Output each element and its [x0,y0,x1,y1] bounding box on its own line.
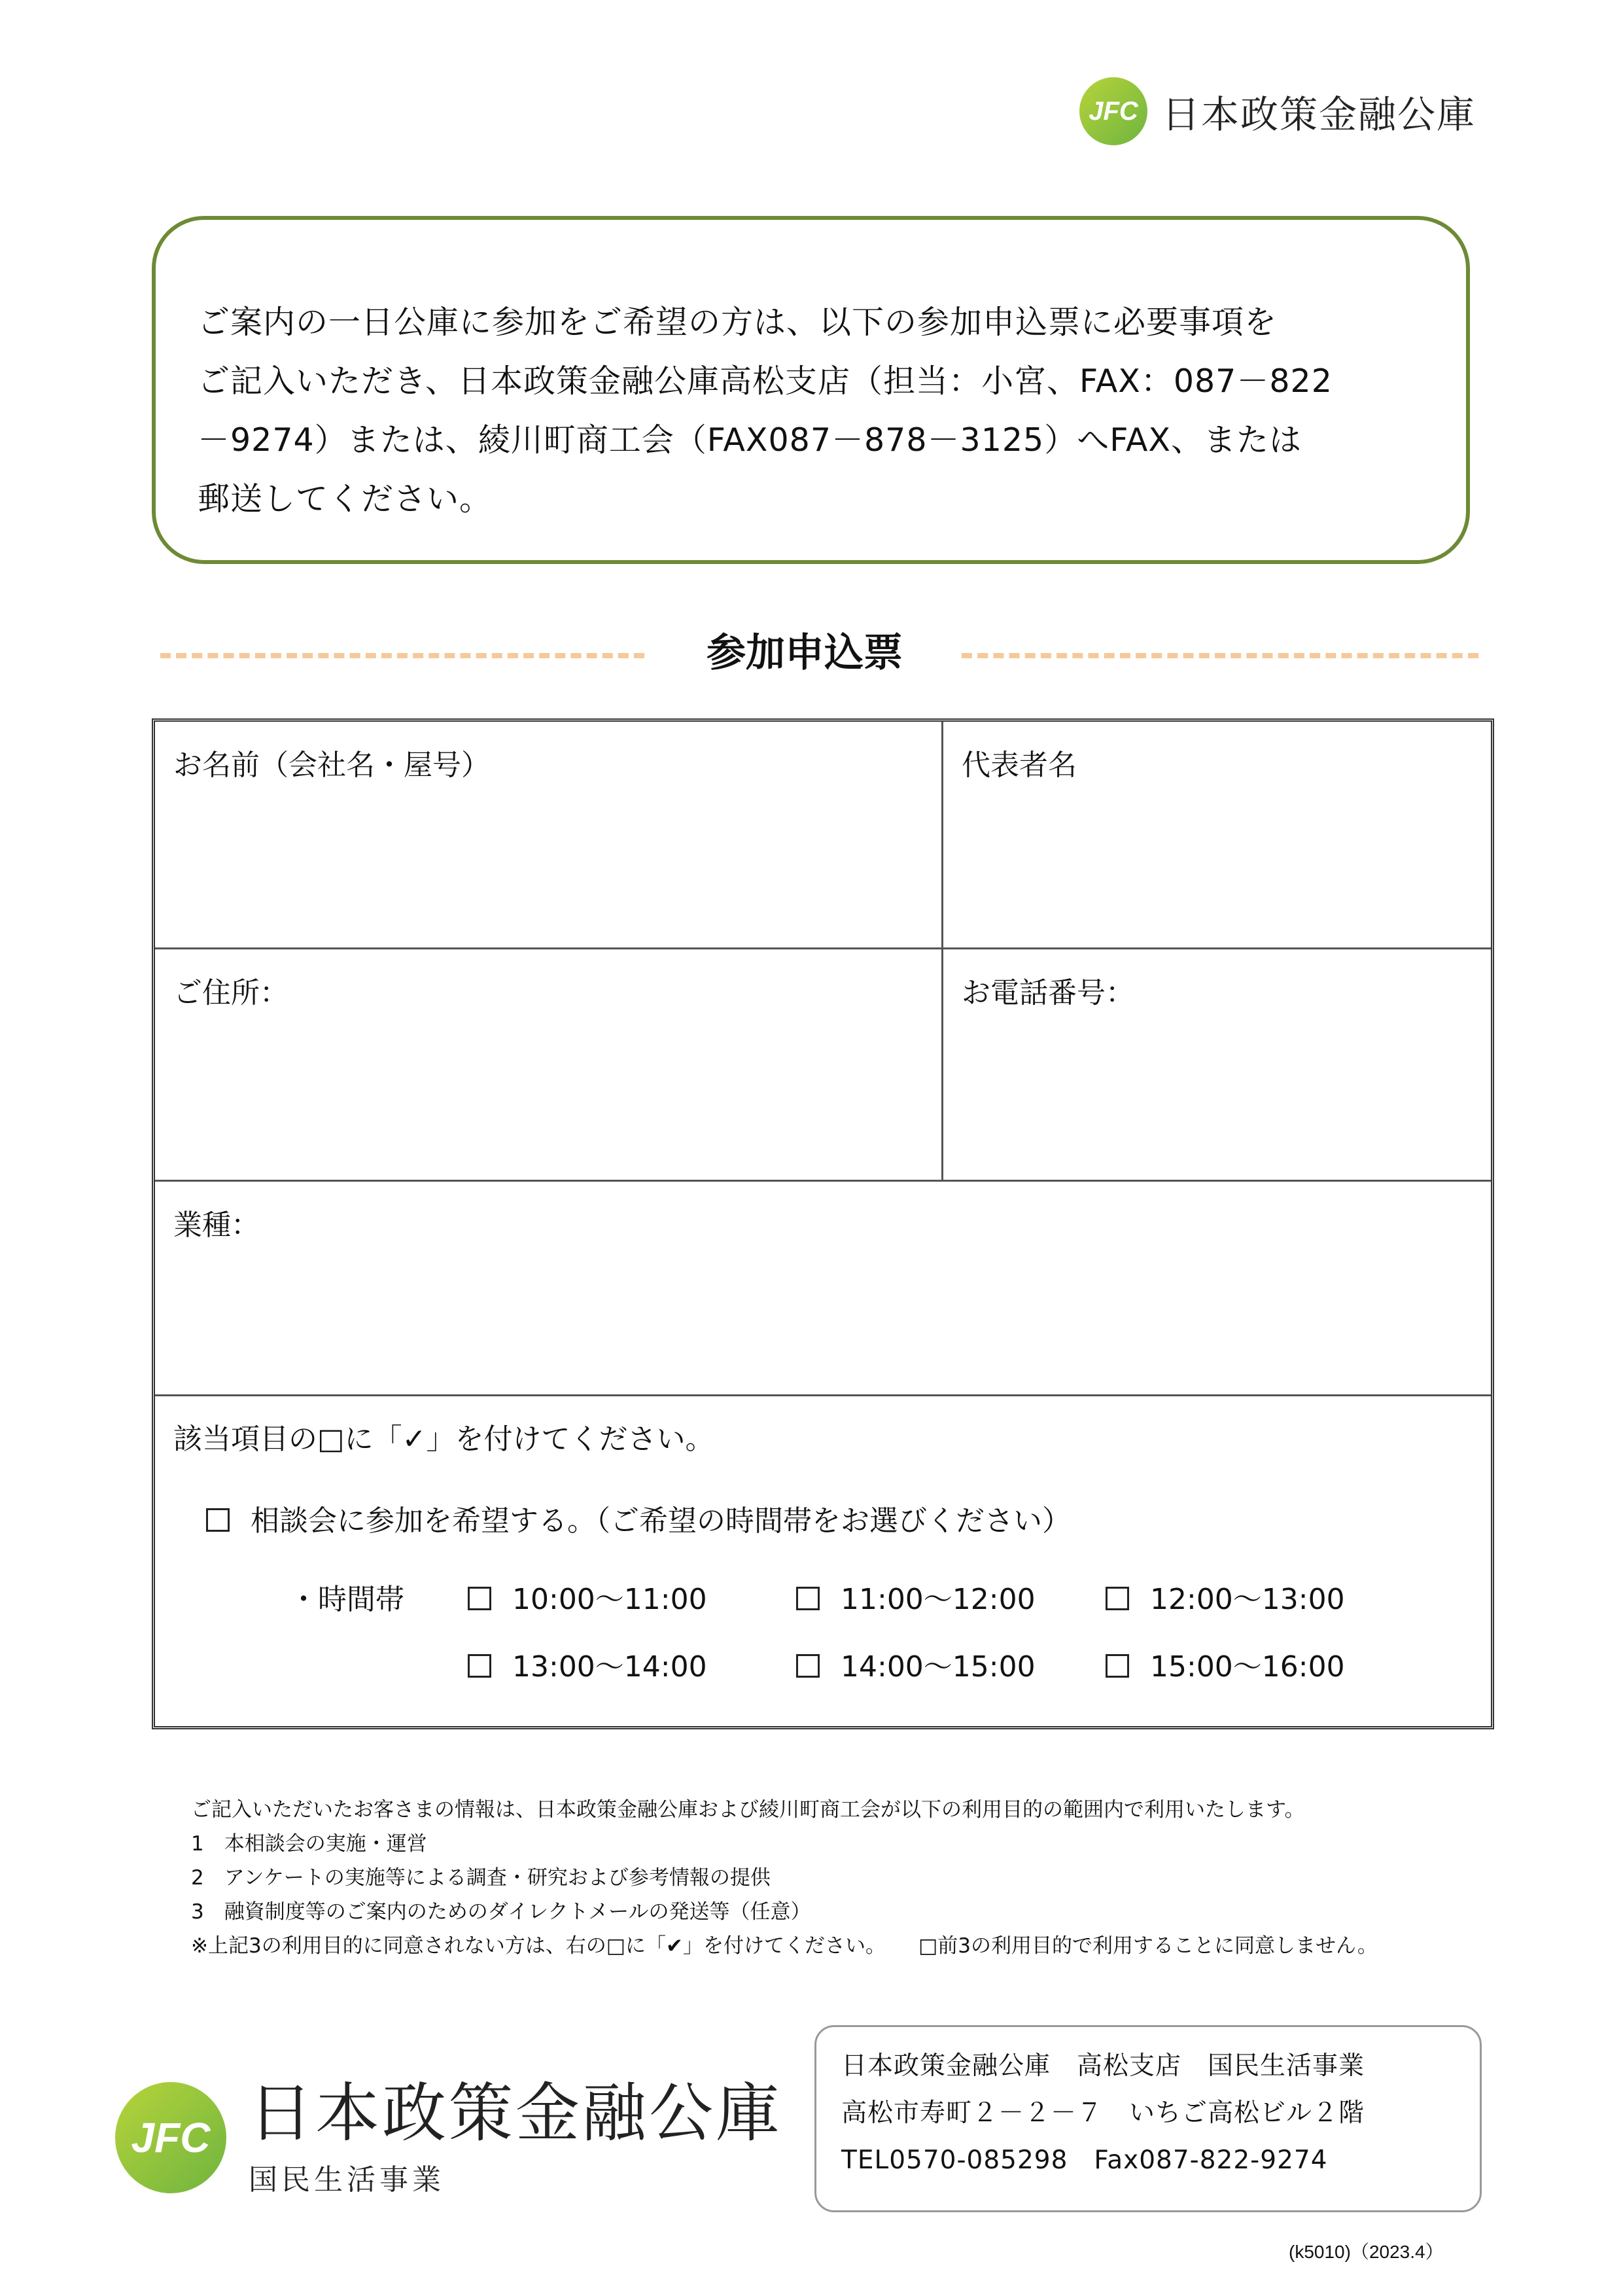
header-logo-text: 日本政策金融公庫 [1162,92,1476,137]
name-label: お名前（会社名・屋号） [173,749,490,782]
time-slot-checkbox[interactable] [468,1587,491,1610]
time-slot-label: 11:00～12:00 [841,1583,1036,1616]
address-field[interactable] [155,949,941,1180]
jfc-logo-icon: JFC [115,2082,226,2193]
application-form [152,718,1494,1729]
privacy-notes [191,1793,1378,1963]
time-slot-checkbox[interactable] [1106,1654,1129,1678]
notes-consent [191,1929,1378,1963]
time-slot-3[interactable] [1106,1576,1345,1617]
form-divider-row3 [155,1394,1491,1396]
contact-line-3: TEL0570-085298 Fax087-822-9274 [841,2146,1328,2175]
time-slot-checkbox[interactable] [796,1587,820,1610]
time-slot-checkbox[interactable] [1106,1587,1129,1610]
notice-line-2: ご記入いただき、日本政策金融公庫高松支店（担当：小宮、FAX：087－822 [198,362,1333,400]
header-logo [1079,72,1476,150]
notes-consent-text: ※上記3の利用目的に同意されない方は、右の□に「✔」を付けてください。 [191,1934,886,1958]
consult-option[interactable] [206,1497,1071,1539]
address-label: ご住所： [173,976,288,1010]
time-slot-label: 10:00～11:00 [512,1583,707,1616]
checkbox-instruction: 該当項目の□に「✓」を付けてください。 [173,1422,714,1456]
document-code: (k5010)（2023.4） [1289,2242,1444,2262]
time-slot-5[interactable] [796,1643,1036,1685]
jfc-logo-icon: JFC [1079,77,1147,145]
phone-field[interactable] [943,949,1491,1180]
footer-logo [115,2077,782,2198]
notice-box [152,216,1470,564]
representative-field[interactable] [943,722,1491,947]
industry-label: 業種： [173,1209,260,1242]
notes-item-1: 1 本相談会の実施・運営 [191,1832,427,1856]
footer-logo-name: 日本政策金融公庫 [249,2076,783,2151]
time-slot-1[interactable] [468,1576,707,1617]
representative-label: 代表者名 [962,749,1077,782]
time-slot-label: 12:00～13:00 [1150,1583,1345,1616]
notice-line-4: 郵送してください。 [198,480,493,518]
contact-line-1: 日本政策金融公庫 高松支店 国民生活事業 [841,2051,1365,2081]
time-slot-label: 13:00～14:00 [512,1650,707,1684]
consult-option-label: 相談会に参加を希望する。（ご希望の時間帯をお選びください） [251,1504,1071,1538]
title-dash-right [962,653,1478,658]
time-slot-6[interactable] [1106,1643,1345,1685]
time-slot-checkbox[interactable] [796,1654,820,1678]
time-slot-checkbox[interactable] [468,1654,491,1678]
notes-item-2: 2 アンケートの実施等による調査・研究および参考情報の提供 [191,1866,771,1890]
notes-intro: ご記入いただいたお客さまの情報は、日本政策金融公庫および綾川町商工会が以下の利用目的の範囲内で利用いたします。 [191,1798,1305,1822]
footer-logo-sub: 国民生活事業 [249,2163,445,2197]
notice-line-1: ご案内の一日公庫に参加をご希望の方は、以下の参加申込票に必要事項を [198,304,1278,341]
time-slot-2[interactable] [796,1576,1036,1617]
phone-label: お電話番号： [962,976,1134,1010]
consult-checkbox[interactable] [206,1508,230,1532]
contact-line-2: 高松市寿町２－２－７ いちご高松ビル２階 [841,2098,1365,2128]
form-title: 参加申込票 [707,630,903,676]
name-field[interactable] [155,722,941,947]
title-dash-left [160,653,644,658]
notes-item-3: 3 融資制度等のご案内のためのダイレクトメールの発送等（任意） [191,1900,811,1924]
notice-line-3: －9274）または、綾川町商工会（FAX087－878－3125）へFAX、または [198,421,1302,459]
optout-checkbox-label[interactable]: □前3の利用目的で利用することに同意しません。 [918,1934,1378,1958]
contact-box [814,2025,1482,2212]
time-slot-label: 14:00～15:00 [841,1650,1036,1684]
time-slot-label: 15:00～16:00 [1150,1650,1345,1684]
time-slot-4[interactable] [468,1643,707,1685]
timeband-label: ・時間帯 [289,1583,404,1616]
industry-field[interactable] [155,1182,1491,1394]
